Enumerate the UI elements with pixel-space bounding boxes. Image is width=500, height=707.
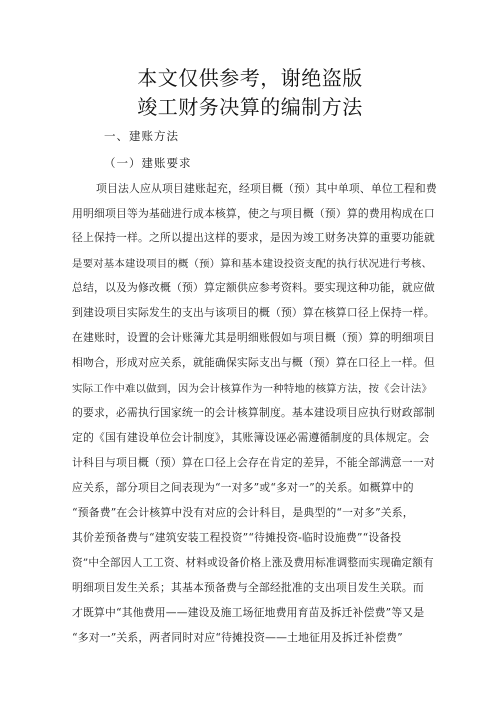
subsection-heading: （一）建账要求 [104, 156, 192, 170]
paragraph-line: 总结，以及为修改概（预）算定额供应参考资料。要实现这种功能，就应做 [72, 281, 435, 294]
paragraph-line: 资”中全部因人工工资、材料或设备价格上涨及费用标准调整而实现确定额有 [72, 557, 434, 569]
paragraph-line: 径上保持一样。之所以提出这样的要求，是因为竣工财务决算的重要功能就 [72, 231, 435, 244]
paragraph-line: 其价差预备费与“建筑安装工程投资”“待摊投资-临时设施费”“设备投 [72, 531, 402, 544]
paragraph-line: 到建设项目实际发生的支出与该项目的概（预）算在核算口径上保持一样。 [72, 306, 435, 319]
paragraph-line: 计科目与项目概（预）算在口径上会存在肯定的差异，不能全部满意一一对 [72, 456, 435, 469]
paragraph-line: 的要求，必需执行国家统一的会计核算制度。基本建设项目应执行财政部制 [72, 406, 435, 419]
document-title-line-1: 本文仅供参考，谢绝盗版 [137, 66, 363, 90]
paragraph-line: 是要对基本建设项目的概（预）算和基本建设投资支配的执行状况进行考核、 [72, 258, 433, 270]
document-title-line-2: 竣工财务决算的编制方法 [137, 95, 363, 119]
paragraph-line: 相吻合，形成对应关系，就能确保实际支出与概（预）算在口径上一样。但 [72, 356, 435, 369]
section-heading: 一、建账方法 [104, 129, 179, 143]
paragraph-line: 在建账时，设置的会计账簿尤其是明细账假如与项目概（预）算的明细项目 [72, 331, 435, 344]
paragraph-line: 应关系，部分项目之间表现为“一对多”或“多对一”的关系。如概算中的 [72, 481, 414, 494]
paragraph-line: 明细项目发生关系；其基本预备费与全部经批准的支出项目发生关联。而 [72, 581, 424, 594]
paragraph-line: 项目法人应从项目建账起充，经项目概（预）其中单项、单位工程和费 [96, 182, 437, 195]
paragraph-line: 定的《国有建设单位会计制度》，其账簿设诬必需遵循制度的具体规定。会 [72, 431, 430, 444]
paragraph-line: 实际工作中难以做到，因为会计核算作为一种特地的核算方法，按《会计法》 [72, 383, 433, 395]
paragraph-line: 才既算中“其他费用——建设及施工场征地费用育苗及拆迁补偿费”等又是 [72, 606, 425, 619]
paragraph-line: 用明细项目等为基础进行成本核算，使之与项目概（预）算的费用构成在口 [72, 207, 435, 220]
paragraph-line: “多对一”关系，两者同时对应“待摊投资——土地征用及拆迁补偿费” [72, 631, 403, 644]
paragraph-line: “预备费”在会计核算中没有对应的会计科目，是典型的“一对多”关系， [72, 506, 414, 519]
